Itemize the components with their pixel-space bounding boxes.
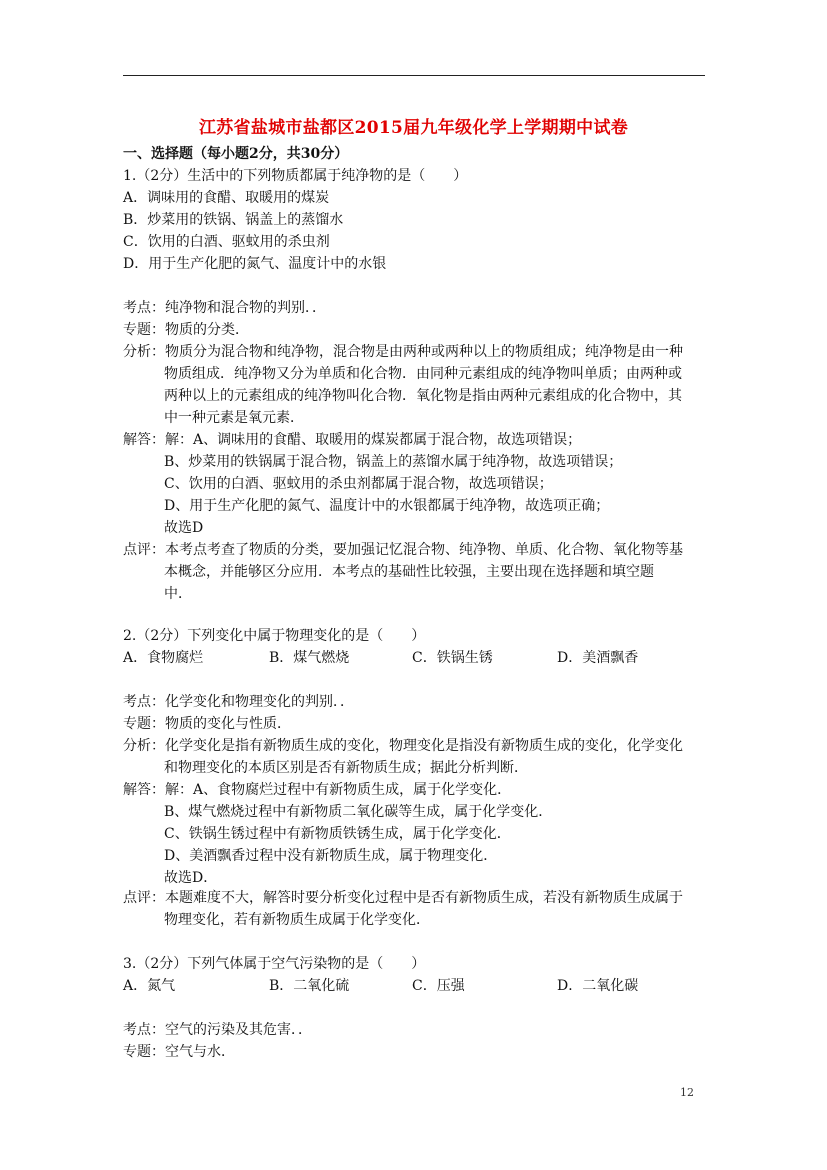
q1-fenxi-line: 物质组成．纯净物又分为单质和化合物．由同种元素组成的纯净物叫单质；由两种或 [164,366,682,382]
q3-option-a: A．氮气 [123,978,176,994]
question-2-stem: 2.（2分）下列变化中属于物理变化的是（ ） [123,628,426,644]
q1-jieda-line: 解答：解：A、调味用的食醋、取暖用的煤炭都属于混合物，故选项错误； [123,432,582,448]
q2-jieda-line: D、美酒飘香过程中没有新物质生成，属于物理变化． [164,848,498,864]
q2-dianping-line: 点评：本题难度不大，解答时要分析变化过程中是否有新物质生成，若没有新物质生成属于 [123,890,683,906]
q1-jieda-line: D、用于生产化肥的氮气、温度计中的水银都属于纯净物，故选项正确； [164,498,610,514]
q1-zhuanti: 专题：物质的分类． [123,322,249,338]
q2-fenxi-line: 和物理变化的本质区别是否有新物质生成；据此分析判断． [164,760,528,776]
q2-dianping-line: 物理变化，若有新物质生成属于化学变化． [164,912,430,928]
q1-fenxi-line: 中一种元素是氧元素． [164,410,304,426]
q1-jieda-line: B、炒菜用的铁锅属于混合物，锅盖上的蒸馏水属于纯净物，故选项错误； [164,454,623,470]
q1-option-a: A．调味用的食醋、取暖用的煤炭 [123,190,330,206]
q1-kaodian: 考点：纯净物和混合物的判别．． [123,300,326,316]
document-title: 江苏省盐城市盐都区2015届九年级化学上学期期中试卷 [198,118,629,138]
q1-option-c: C．饮用的白酒、驱蚊用的杀虫剂 [123,234,330,250]
q3-option-b: B．二氧化硫 [269,978,350,994]
q2-zhuanti: 专题：物质的变化与性质． [123,716,291,732]
q2-option-b: B．煤气燃烧 [269,650,350,666]
section-heading: 一、选择题（每小题2分，共30分） [123,146,349,162]
q3-options-row [123,976,683,996]
q1-dianping-line: 中． [164,586,192,602]
q1-option-d: D．用于生产化肥的氮气、温度计中的水银 [123,256,387,272]
q1-option-b: B．炒菜用的铁锅、锅盖上的蒸馏水 [123,212,344,228]
q1-jieda-line: 故选D [164,520,204,536]
q2-jieda-line: 故选D． [164,870,218,886]
header-rule [123,75,705,76]
q2-kaodian: 考点：化学变化和物理变化的判别．． [123,694,354,710]
q3-option-d: D．二氧化碳 [557,978,639,994]
q2-jieda-line: 解答：解：A、食物腐烂过程中有新物质生成，属于化学变化． [123,782,512,798]
q2-fenxi-line: 分析：化学变化是指有新物质生成的变化，物理变化是指没有新物质生成的变化，化学变化 [123,738,683,754]
q2-option-d: D．美酒飘香 [557,650,639,666]
question-3-stem: 3.（2分）下列气体属于空气污染物的是（ ） [123,956,426,972]
q2-options-row [123,648,683,668]
q1-fenxi-line: 两种以上的元素组成的纯净物叫化合物．氧化物是指由两种元素组成的化合物中，其 [164,388,682,404]
q1-fenxi-line: 分析：物质分为混合物和纯净物，混合物是由两种或两种以上的物质组成；纯净物是由一种 [123,344,683,360]
q2-jieda-line: C、铁锅生锈过程中有新物质铁锈生成，属于化学变化． [164,826,511,842]
q2-option-a: A．食物腐烂 [123,650,204,666]
page-number: 12 [680,1086,694,1099]
q3-zhuanti: 专题：空气与水． [123,1044,235,1060]
question-1-stem: 1.（2分）生活中的下列物质都属于纯净物的是（ ） [123,168,468,184]
q2-jieda-line: B、煤气燃烧过程中有新物质二氧化碳等生成，属于化学变化． [164,804,553,820]
q3-kaodian: 考点：空气的污染及其危害．． [123,1022,312,1038]
q1-jieda-line: C、饮用的白酒、驱蚊用的杀虫剂都属于混合物，故选项错误； [164,476,553,492]
q1-dianping-line: 本概念，并能够区分应用．本考点的基础性比较强，主要出现在选择题和填空题 [164,564,654,580]
q3-option-c: C．压强 [412,978,465,994]
q2-option-c: C．铁锅生锈 [412,650,493,666]
q1-dianping-line: 点评：本考点考查了物质的分类，要加强记忆混合物、纯净物、单质、化合物、氧化物等基 [123,542,683,558]
